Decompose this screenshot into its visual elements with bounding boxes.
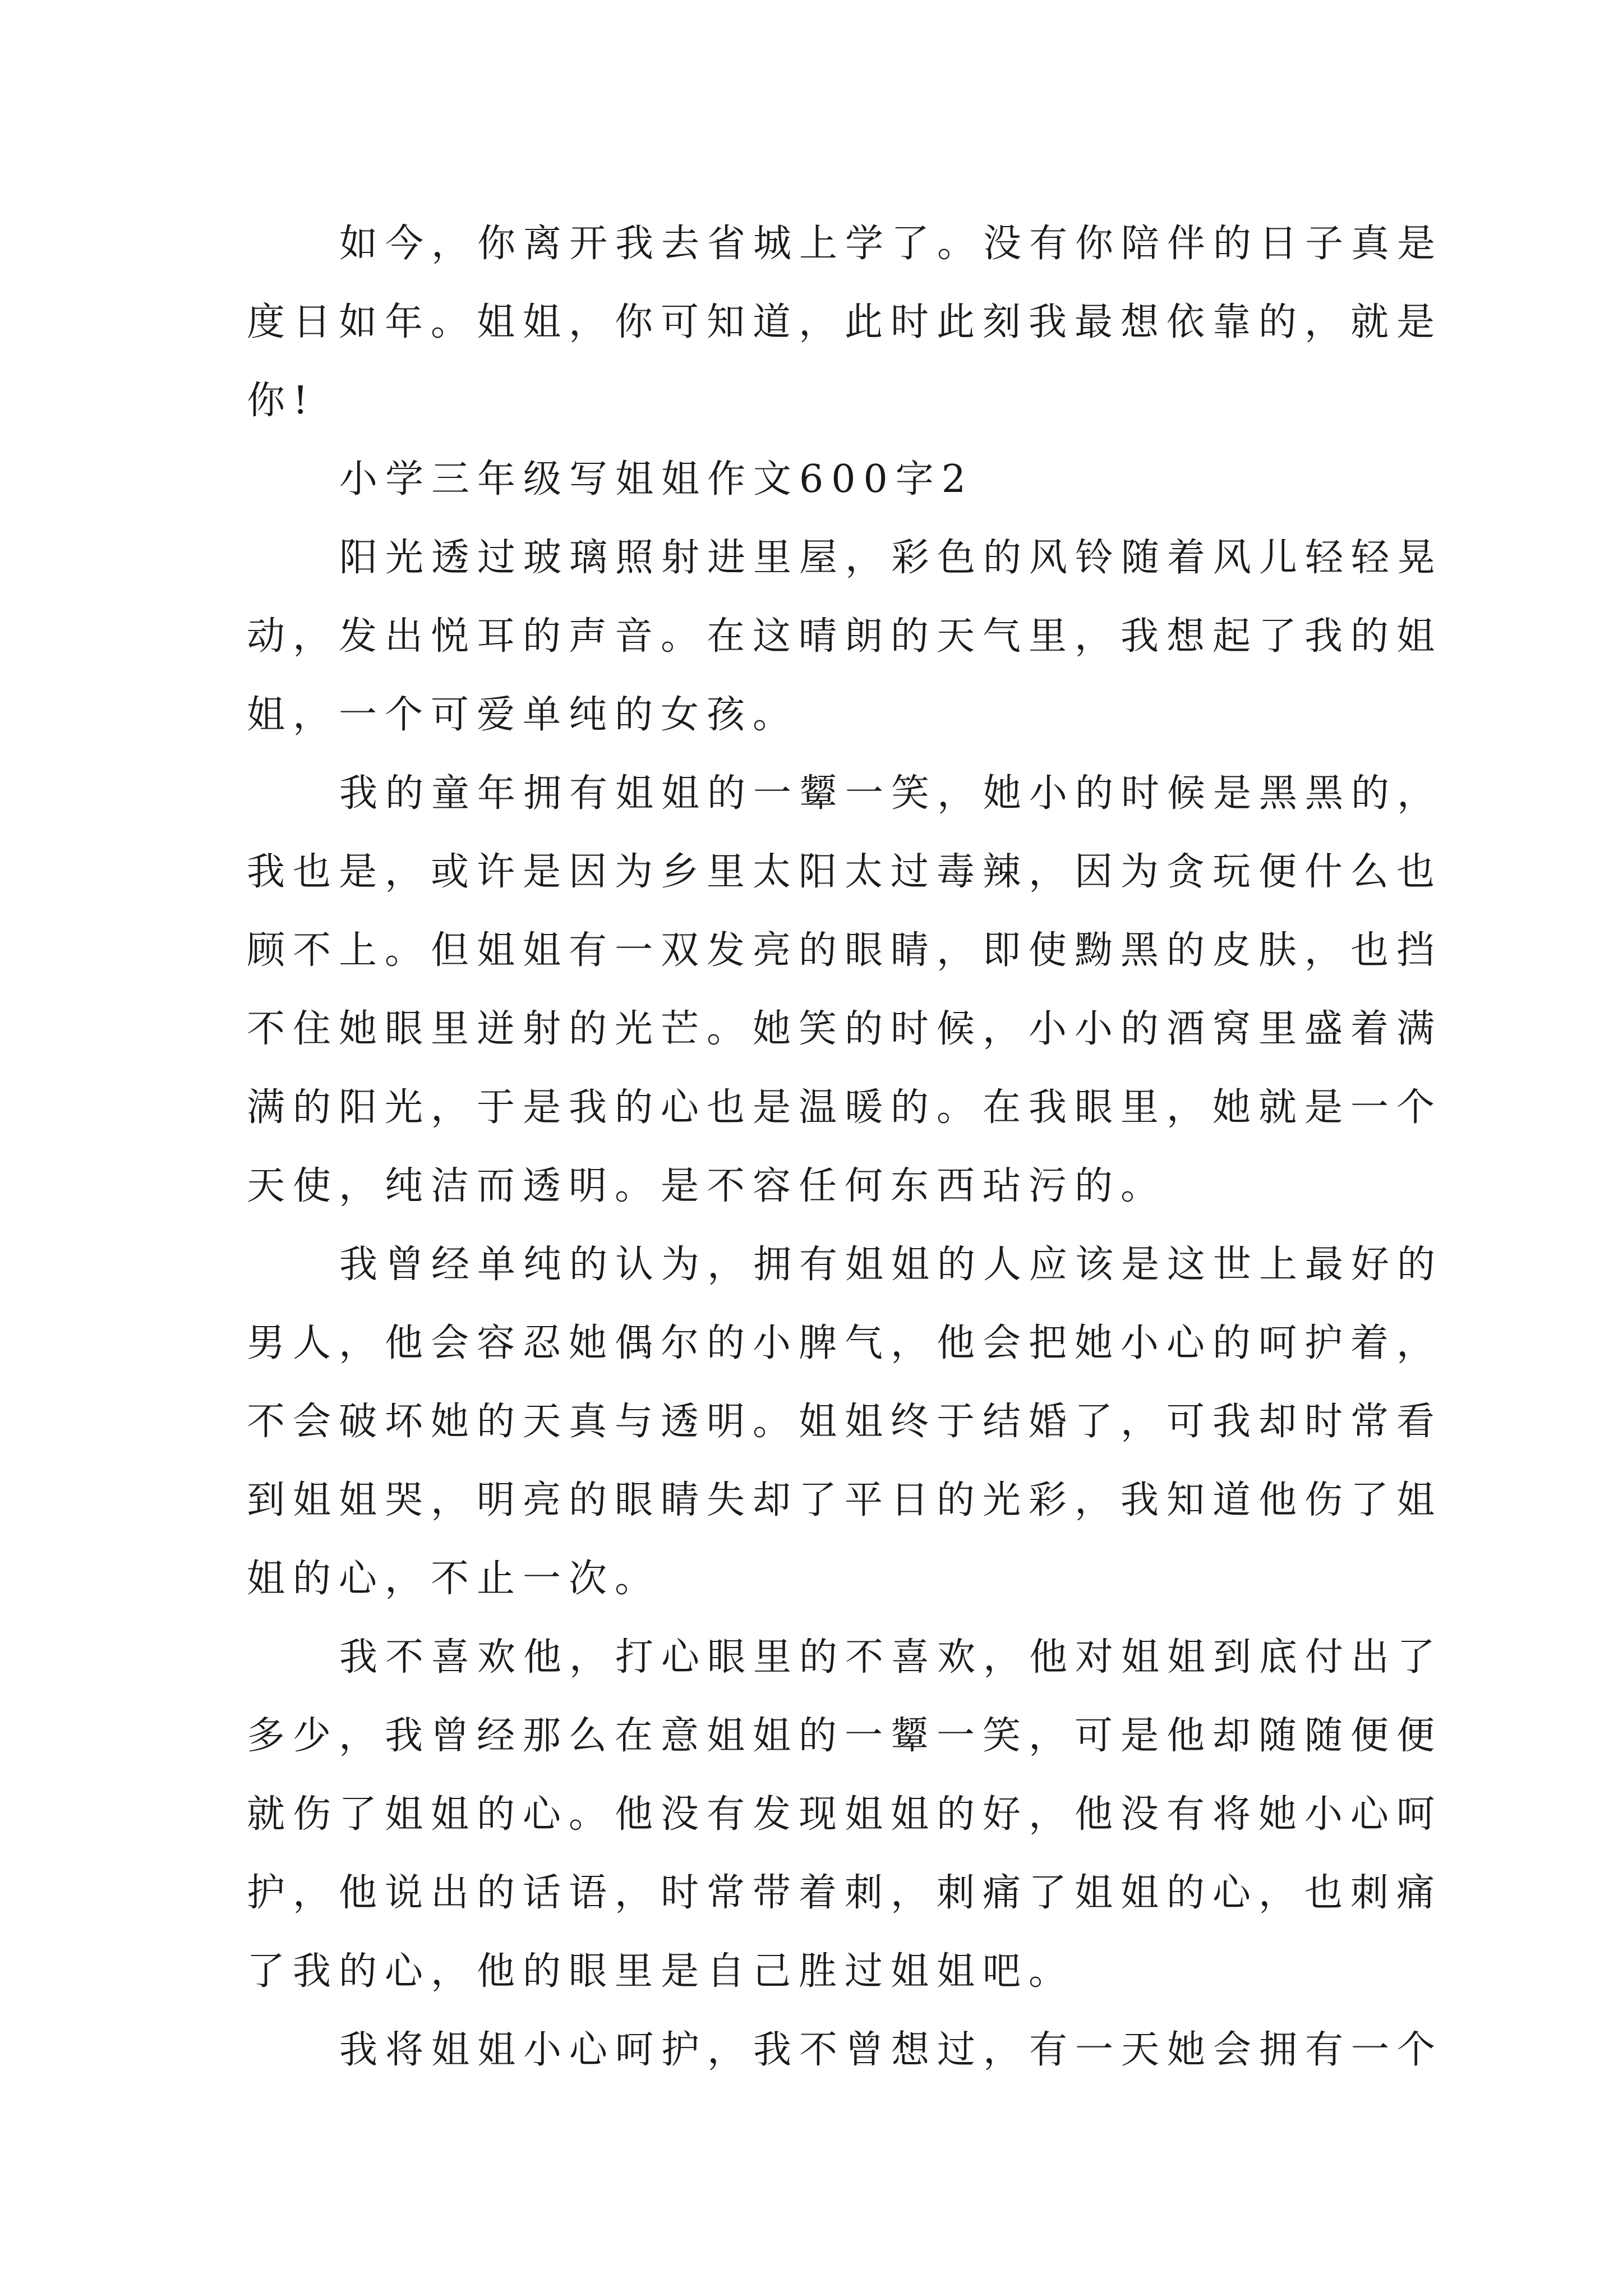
- text-line: 顾不上。但姐姐有一双发亮的眼睛，即使黝黑的皮肤，也挡: [247, 928, 1443, 973]
- text-line: 我曾经单纯的认为，拥有姐姐的人应该是这世上最好的: [339, 1243, 1444, 1287]
- text-line: 就伤了姐姐的心。他没有发现姐姐的好，他没有将她小心呵: [247, 1792, 1443, 1837]
- text-line: 阳光透过玻璃照射进里屋，彩色的风铃随着风儿轻轻晃: [339, 536, 1444, 580]
- text-line: 如今，你离开我去省城上学了。没有你陪伴的日子真是: [339, 222, 1444, 266]
- text-line: 我的童年拥有姐姐的一颦一笑，她小的时候是黑黑的，: [339, 771, 1444, 816]
- text-line: 护，他说出的话语，时常带着刺，刺痛了姐姐的心，也刺痛: [247, 1871, 1443, 1915]
- section-heading: 小学三年级写姐姐作文600字2: [339, 457, 974, 501]
- text-line: 满的阳光，于是我的心也是温暖的。在我眼里，她就是一个: [247, 1085, 1443, 1130]
- text-line: 动，发出悦耳的声音。在这晴朗的天气里，我想起了我的姐: [247, 614, 1443, 659]
- text-line: 不住她眼里迸射的光芒。她笑的时候，小小的酒窝里盛着满: [247, 1007, 1443, 1051]
- text-line: 我将姐姐小心呵护，我不曾想过，有一天她会拥有一个: [339, 2028, 1444, 2072]
- text-line: 你!: [247, 379, 316, 423]
- text-line: 我也是，或许是因为乡里太阳太过毒辣，因为贪玩便什么也: [247, 850, 1443, 894]
- text-line: 了我的心，他的眼里是自己胜过姐姐吧。: [247, 1949, 1075, 1994]
- text-line: 姐，一个可爱单纯的女孩。: [247, 693, 799, 737]
- text-line: 到姐姐哭，明亮的眼睛失却了平日的光彩，我知道他伤了姐: [247, 1478, 1443, 1522]
- text-line: 多少，我曾经那么在意姐姐的一颦一笑，可是他却随随便便: [247, 1714, 1443, 1758]
- text-line: 男人，他会容忍她偶尔的小脾气，他会把她小心的呵护着，: [247, 1321, 1443, 1365]
- text-line: 天使，纯洁而透明。是不容任何东西玷污的。: [247, 1164, 1167, 1208]
- text-line: 不会破坏她的天真与透明。姐姐终于结婚了，可我却时常看: [247, 1400, 1443, 1444]
- text-line: 我不喜欢他，打心眼里的不喜欢，他对姐姐到底付出了: [339, 1635, 1444, 1680]
- text-line: 姐的心，不止一次。: [247, 1557, 661, 1601]
- text-line: 度日如年。姐姐，你可知道，此时此刻我最想依靠的，就是: [247, 300, 1443, 344]
